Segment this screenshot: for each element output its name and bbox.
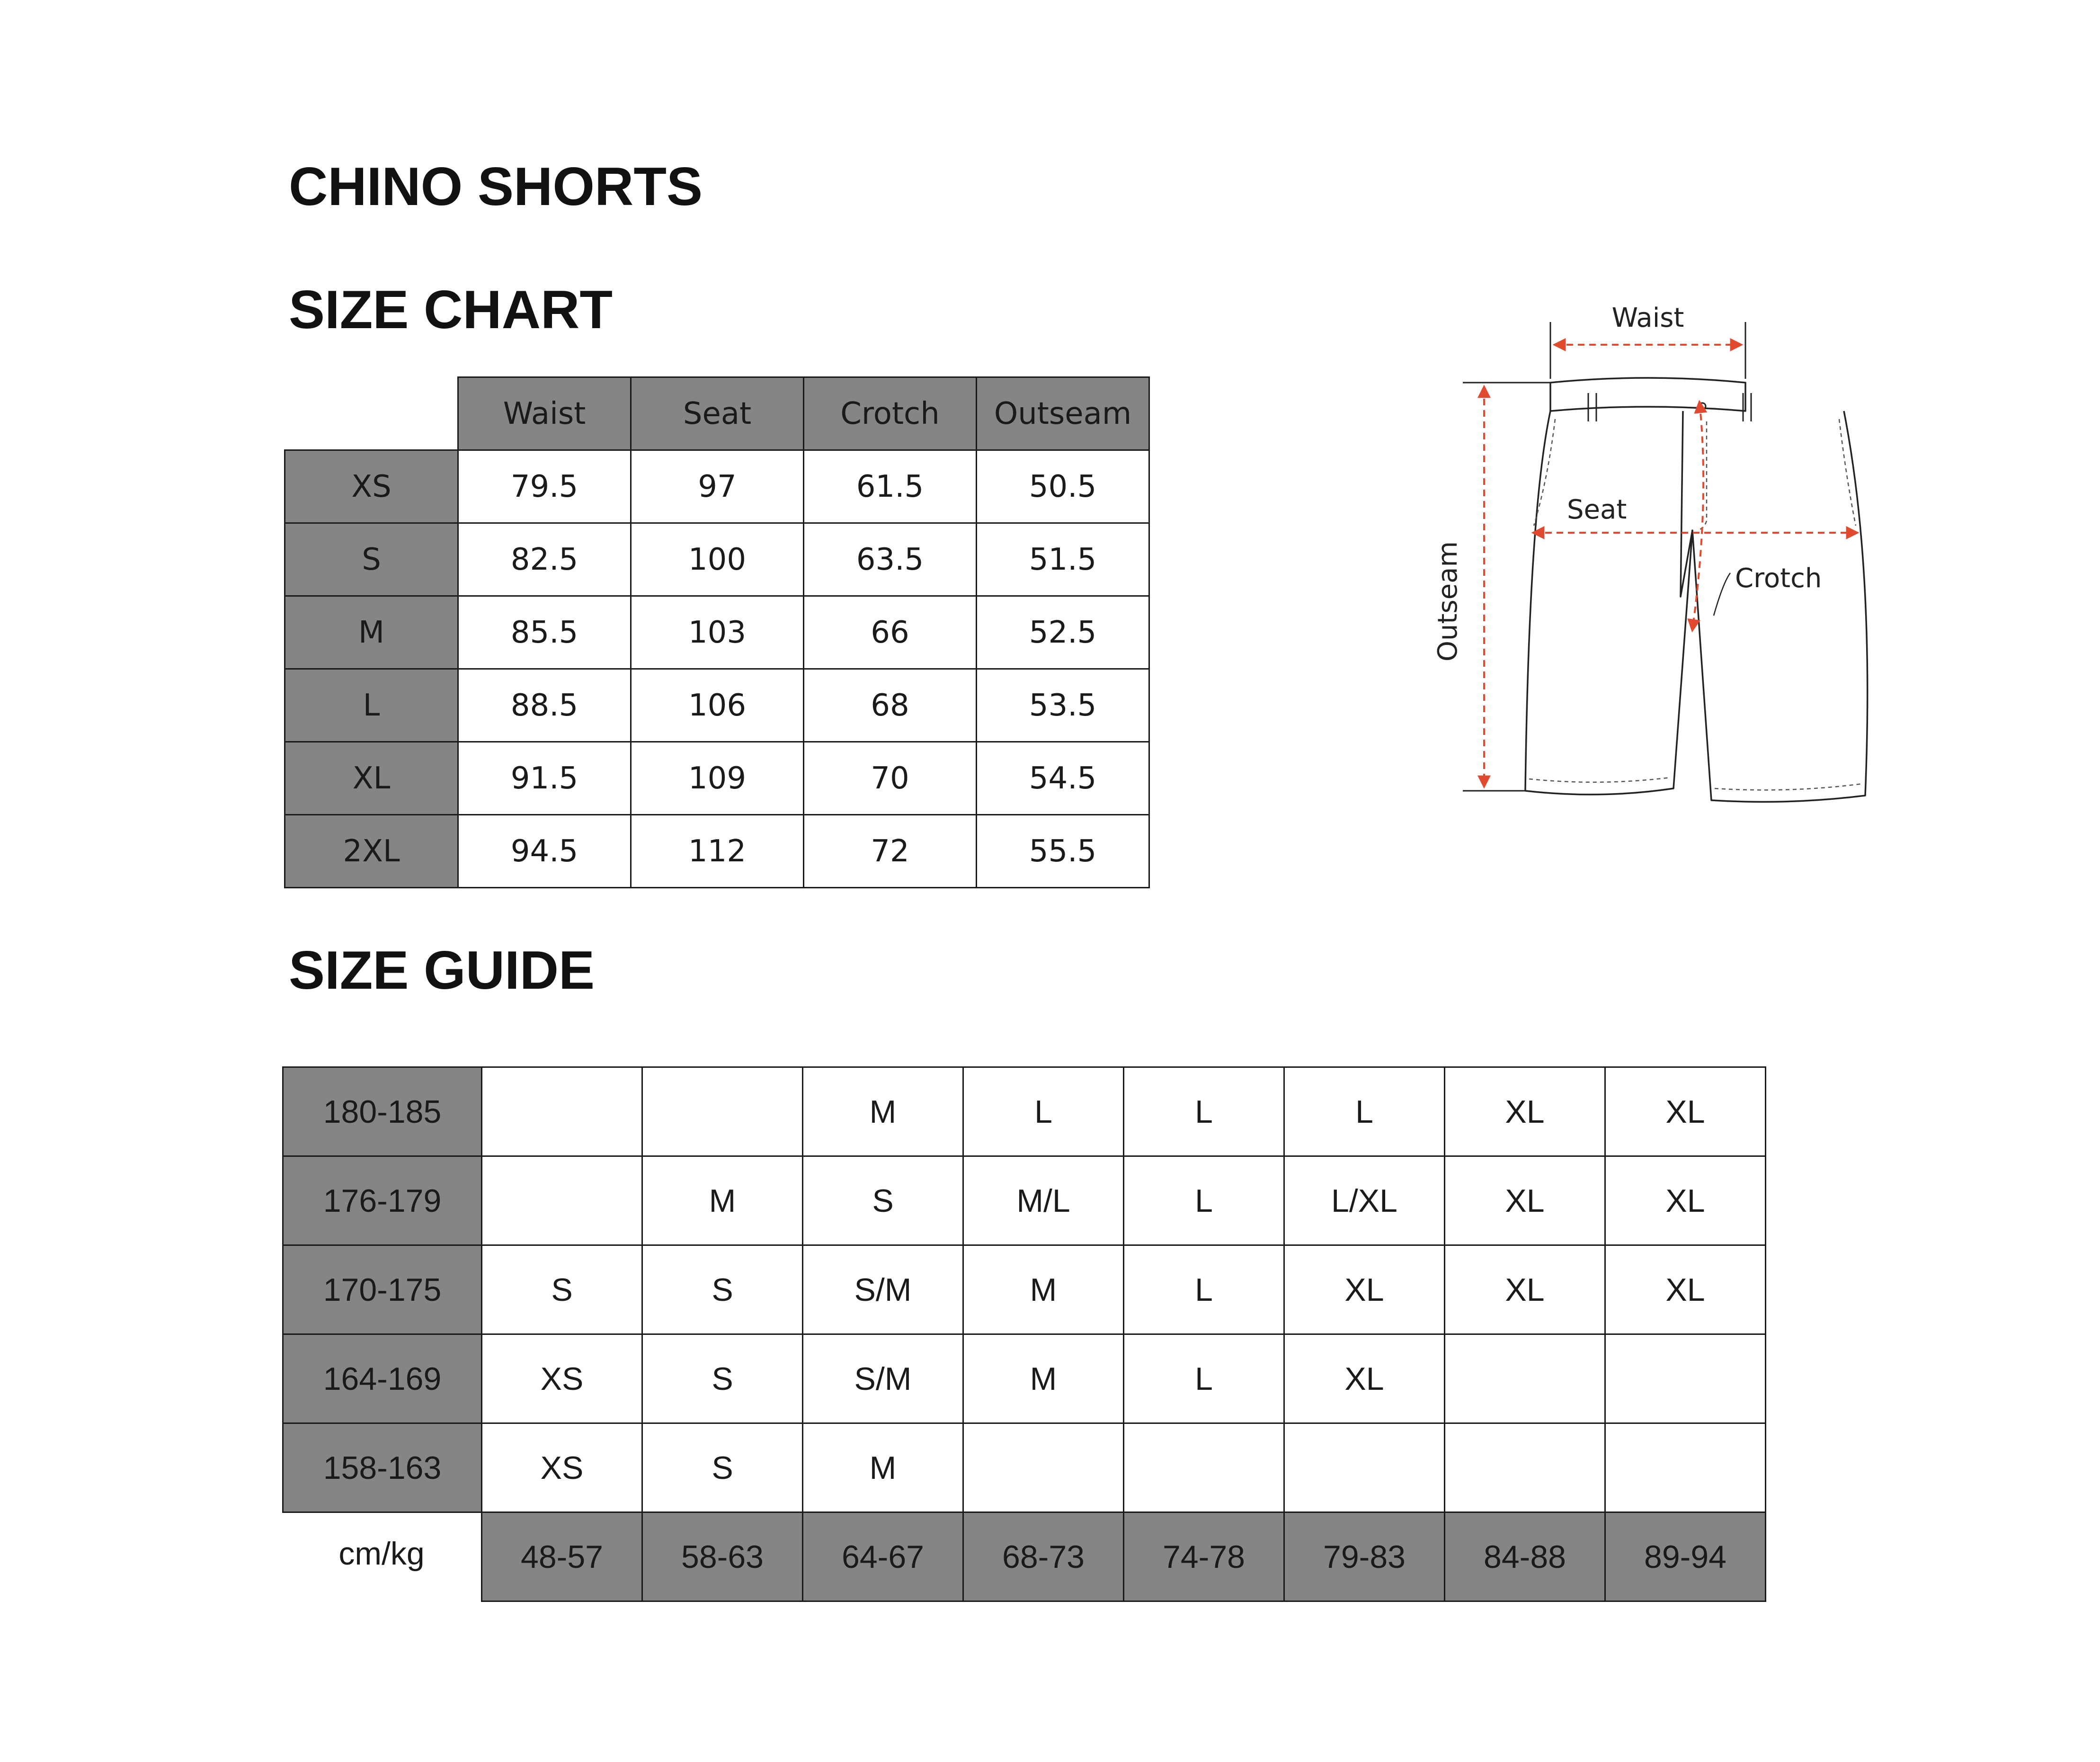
size-guide-cell	[962, 1422, 1124, 1513]
size-guide-cell	[1444, 1422, 1606, 1513]
size-chart-cell: 55.5	[976, 814, 1150, 888]
size-chart-table	[284, 376, 1146, 885]
size-guide-weight-label: 68-73	[962, 1512, 1124, 1602]
size-guide-cell: XL	[1283, 1244, 1445, 1335]
size-guide-cell: XL	[1604, 1155, 1766, 1246]
size-guide-cell: M	[962, 1244, 1124, 1335]
size-chart-cell: 52.5	[976, 595, 1150, 670]
size-guide-cell	[1123, 1422, 1285, 1513]
size-guide-cell: L	[1123, 1155, 1285, 1246]
size-guide-cell: M	[802, 1066, 964, 1157]
size-guide-cell: XL	[1444, 1244, 1606, 1335]
size-chart-cell: 91.5	[457, 741, 632, 815]
size-guide-height-label: 176-179	[282, 1155, 482, 1246]
size-chart-cell: 94.5	[457, 814, 632, 888]
size-guide-weight-label: 84-88	[1444, 1512, 1606, 1602]
size-guide-cell: XL	[1444, 1155, 1606, 1246]
seat-label: Seat	[1567, 494, 1627, 525]
size-chart-cell: 112	[630, 814, 804, 888]
size-guide-cell: M	[802, 1422, 964, 1513]
size-guide-cell	[481, 1155, 643, 1246]
page-title: CHINO SHORTS	[289, 157, 703, 217]
size-guide-cell: S	[641, 1422, 803, 1513]
size-guide-weight-label: 79-83	[1283, 1512, 1445, 1602]
measurement-diagram	[1373, 303, 1922, 824]
size-chart-cell: 79.5	[457, 449, 632, 524]
size-chart-cell: 68	[803, 668, 977, 742]
waist-label: Waist	[1611, 303, 1684, 333]
size-guide-cell: XL	[1604, 1244, 1766, 1335]
crotch-label: Crotch	[1735, 563, 1822, 594]
size-guide-cell: L	[962, 1066, 1124, 1157]
size-chart-column-header: Crotch	[803, 376, 977, 451]
size-chart-row-label: XS	[284, 449, 459, 524]
size-guide-weight-label: 89-94	[1604, 1512, 1766, 1602]
size-guide-cell: XS	[481, 1422, 643, 1513]
size-chart-cell: 103	[630, 595, 804, 670]
size-guide-cell: XL	[1444, 1066, 1606, 1157]
size-guide-cell	[1604, 1333, 1766, 1424]
size-guide-cell: L	[1123, 1244, 1285, 1335]
size-guide-weight-label: 58-63	[641, 1512, 803, 1602]
size-chart-cell: 82.5	[457, 522, 632, 597]
size-chart-cell: 97	[630, 449, 804, 524]
size-chart-column-header: Waist	[457, 376, 632, 451]
size-chart-cell: 106	[630, 668, 804, 742]
size-guide-cell: XL	[1604, 1066, 1766, 1157]
size-guide-cell: S	[481, 1244, 643, 1335]
size-chart-cell: 70	[803, 741, 977, 815]
size-guide-cell: L/XL	[1283, 1155, 1445, 1246]
shorts-illustration	[1373, 303, 1922, 824]
size-guide-cell: S	[641, 1333, 803, 1424]
size-chart-row-label: L	[284, 668, 459, 742]
size-guide-weight-label: 64-67	[802, 1512, 964, 1602]
size-chart-heading: SIZE CHART	[289, 280, 613, 340]
size-guide-cell	[1283, 1422, 1445, 1513]
size-guide-cell: M/L	[962, 1155, 1124, 1246]
size-guide-cell	[1444, 1333, 1606, 1424]
size-chart-cell: 72	[803, 814, 977, 888]
size-guide-weight-label: 48-57	[481, 1512, 643, 1602]
size-chart-cell: 63.5	[803, 522, 977, 597]
size-chart-row-label: M	[284, 595, 459, 670]
size-guide-unit-label: cm/kg	[338, 1536, 425, 1572]
size-chart-row-label: S	[284, 522, 459, 597]
size-chart-cell: 61.5	[803, 449, 977, 524]
crotch-measure-line	[1692, 402, 1703, 630]
size-guide-height-label: 180-185	[282, 1066, 482, 1157]
reference-lines	[1463, 322, 1745, 791]
stitching	[1529, 419, 1863, 790]
size-chart-cell: 109	[630, 741, 804, 815]
size-guide-cell: XS	[481, 1333, 643, 1424]
size-chart-cell: 51.5	[976, 522, 1150, 597]
size-chart-cell: 50.5	[976, 449, 1150, 524]
size-guide-cell: M	[641, 1155, 803, 1246]
size-guide-heading: SIZE GUIDE	[289, 940, 595, 1001]
size-guide-cell: XL	[1283, 1333, 1445, 1424]
size-guide-cell: M	[962, 1333, 1124, 1424]
size-guide-cell	[1604, 1422, 1766, 1513]
size-guide-cell: L	[1283, 1066, 1445, 1157]
size-chart-cell: 85.5	[457, 595, 632, 670]
size-guide-height-label: 170-175	[282, 1244, 482, 1335]
size-chart-cell: 66	[803, 595, 977, 670]
size-chart-cell: 88.5	[457, 668, 632, 742]
size-guide-cell: S	[641, 1244, 803, 1335]
size-guide-table	[282, 1066, 1764, 1599]
size-chart-row-label: XL	[284, 741, 459, 815]
size-chart-column-header: Outseam	[976, 376, 1150, 451]
size-chart-cell: 53.5	[976, 668, 1150, 742]
size-chart-cell: 54.5	[976, 741, 1150, 815]
size-guide-cell: L	[1123, 1333, 1285, 1424]
size-chart-cell: 100	[630, 522, 804, 597]
size-guide-cell: S/M	[802, 1244, 964, 1335]
size-guide-height-label: 158-163	[282, 1422, 482, 1513]
size-chart-row-label: 2XL	[284, 814, 459, 888]
size-guide-cell	[641, 1066, 803, 1157]
size-guide-weight-label: 74-78	[1123, 1512, 1285, 1602]
size-guide-cell	[481, 1066, 643, 1157]
size-chart-column-header: Seat	[630, 376, 804, 451]
size-guide-cell: S	[802, 1155, 964, 1246]
size-guide-cell: L	[1123, 1066, 1285, 1157]
outseam-label: Outseam	[1433, 541, 1463, 662]
crotch-leader	[1714, 573, 1730, 616]
size-guide-cell: S/M	[802, 1333, 964, 1424]
size-guide-height-label: 164-169	[282, 1333, 482, 1424]
